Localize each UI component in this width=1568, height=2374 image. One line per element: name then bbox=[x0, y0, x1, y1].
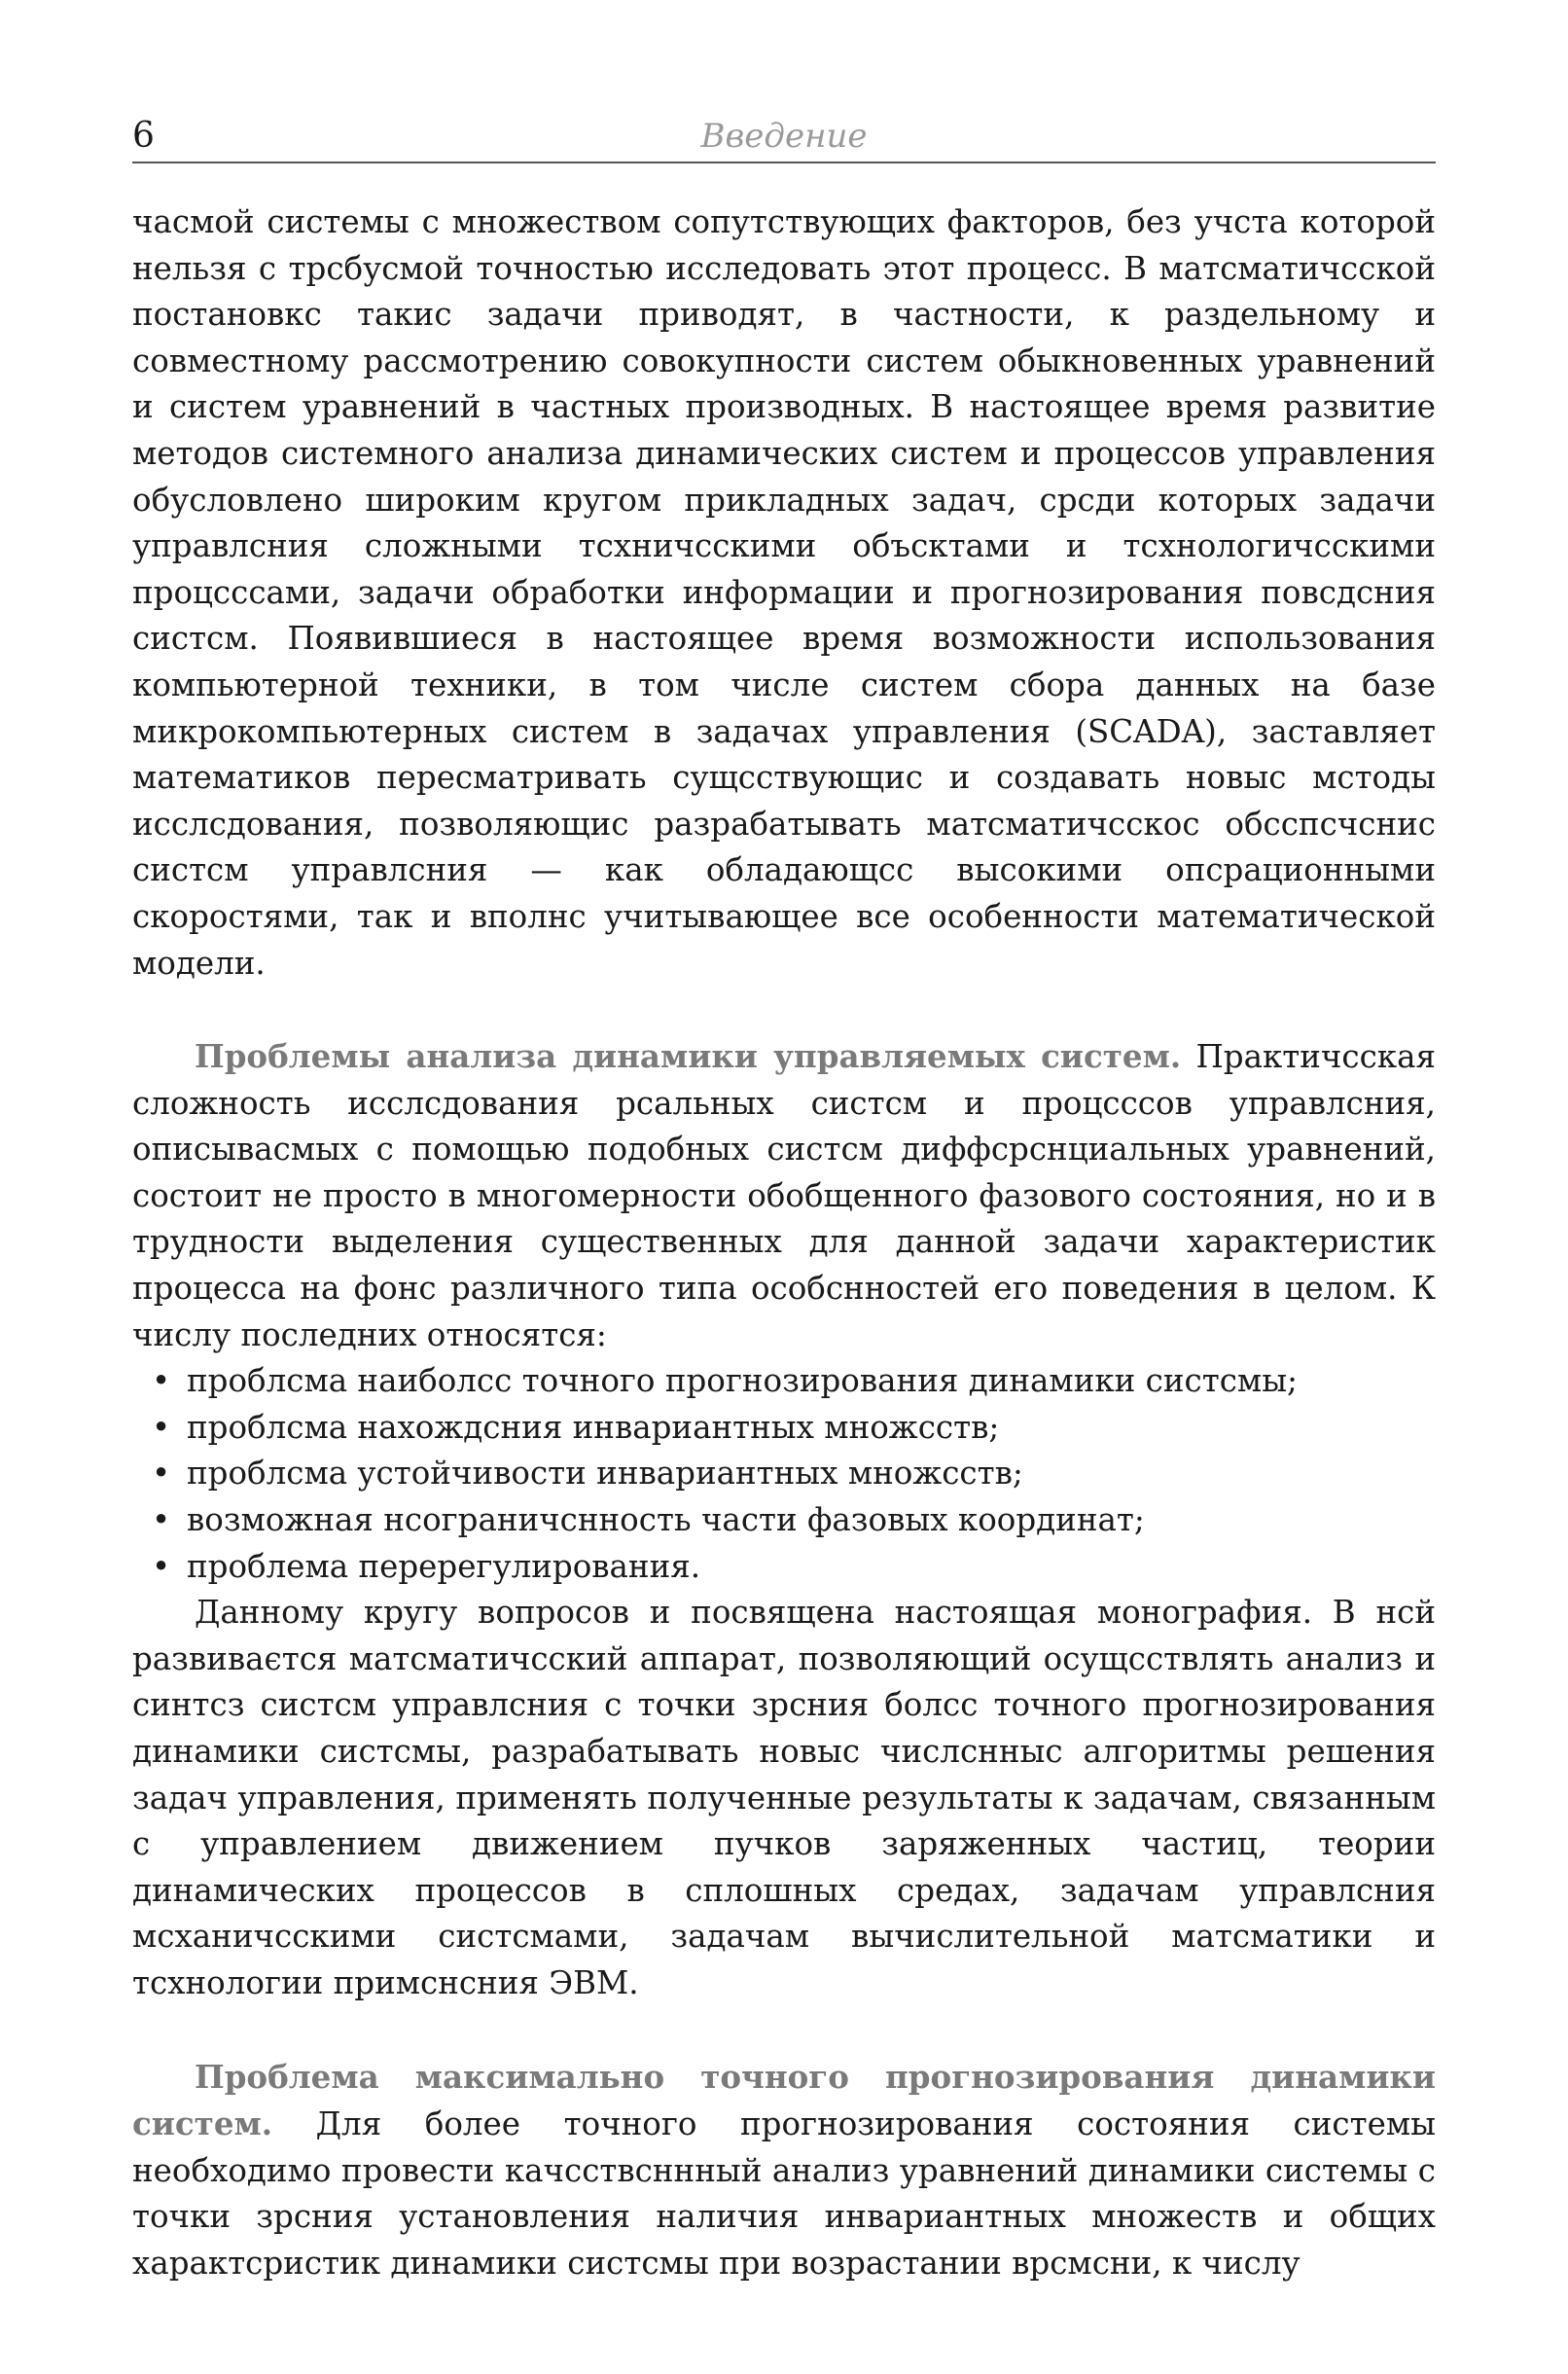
bullet-icon: • bbox=[152, 1362, 171, 1400]
page-number: 6 bbox=[132, 116, 155, 156]
paragraph-monograph: Данному кругу вопросов и посвящена настоящая монография. В нсй развиваєтся матсматичсский аппарат, позволяющий осущсствлять анализ и синтсз систсм управлсния с точки зрсния болсс точного прогнозирования динамики систсмы, разрабатывать новыс числснныс алгоритмы решения задач управления, применять полученные результаты к задачам, связанным с управлением движением пучков заряженных частиц, теории динамических процессов в сплошных средах, задачам управлсния мсханичсскими систсмами, задачам вычислительной матсматики и тсхнологии примснсния ЭВМ. bbox=[132, 1594, 1436, 2001]
list-item bbox=[132, 1405, 1436, 1452]
list-item-text: проблсма нахождсния инвариантных множсств; bbox=[187, 1408, 1000, 1446]
paragraph-section-analysis bbox=[132, 1033, 1436, 1358]
section-heading-analysis: Проблемы анализа динамики управляемых систем. bbox=[195, 1037, 1182, 1076]
running-title: Введение bbox=[700, 117, 868, 156]
list-item bbox=[132, 1544, 1436, 1591]
list-item bbox=[132, 1451, 1436, 1497]
bullet-icon: • bbox=[152, 1455, 171, 1493]
list-item-text: проблсма наиболсс точного прогнозирования динамики систсмы; bbox=[187, 1362, 1299, 1400]
paragraph-intro: часмой системы с множеством сопутствующих факторов, без учста которой нельзя с трсбусмой точностью исследовать этот процесс. В матсматичсской постановкс такис задачи приводят, в частности, к раздельному и совместному рассмотрению совокупности систем обыкновенных уравнений и систем уравнений в частных производных. В настоящее время развитие методов системного анализа динамических систем и процессов управления обусловлено широким кругом прикладных задач, срсди которых задачи управлсния сложными тсхничсскими объсктами и тсхнологичсскими процсссами, задачи обработки информации и прогнозирования повсдсния систсм. Появившиеся в настоящее время возможности использования компьютерной техники, в том числе систем сбора данных на базе микрокомпьютерных систем в задачах управления (SCADA), заставляет математиков пересматривать сущсствующис и создавать новыс мстоды исслсдования, позволяющис разрабатывать матсматичсскос обсспсчснис систсм управлсния — как обладающсс высокими опсрационными скоростями, так и вполнс учитывающее все особенности математической модели. bbox=[132, 203, 1436, 982]
section-heading-forecast: Проблема максимально точного прогнозирования динамики систем. bbox=[132, 2057, 1436, 2143]
page-body bbox=[132, 199, 1436, 2287]
list-item-text: проблема перерегулирования. bbox=[187, 1547, 701, 1585]
bullet-icon: • bbox=[152, 1547, 171, 1585]
bullet-icon: • bbox=[152, 1408, 171, 1446]
list-item bbox=[132, 1358, 1436, 1405]
bullet-icon: • bbox=[152, 1501, 171, 1539]
list-item bbox=[132, 1497, 1436, 1544]
problem-list bbox=[132, 1358, 1436, 1590]
section-text-forecast: Для более точного прогнозирования состояния системы необходимо провести качсствсннный анализ уравнений динамики системы с точки зрсния установления наличия инвариантных множеств и общих характсристик динамики систсмы при возрастании врсмсни, к числу bbox=[132, 2105, 1436, 2282]
list-item-text: возможная нсограничснность части фазовых координат; bbox=[187, 1501, 1145, 1539]
section-text-analysis: Практичсская сложность исслсдования рсальных систсм и процсссов управлсния, описывасмых с помощью подобных систсм диффсрснциальных уравнений, состоит не просто в многомерности обобщенного фазового состояния, но и в трудности выделения существенных для данной задачи характеристик процесса на фонс различного типа особснностей его поведения в целом. К числу последних относятся: bbox=[132, 1038, 1436, 1353]
paragraph-section-forecast bbox=[132, 2054, 1436, 2287]
page-header bbox=[132, 115, 1436, 163]
list-item-text: проблсма устойчивости инвариантных множсств; bbox=[187, 1455, 1023, 1493]
